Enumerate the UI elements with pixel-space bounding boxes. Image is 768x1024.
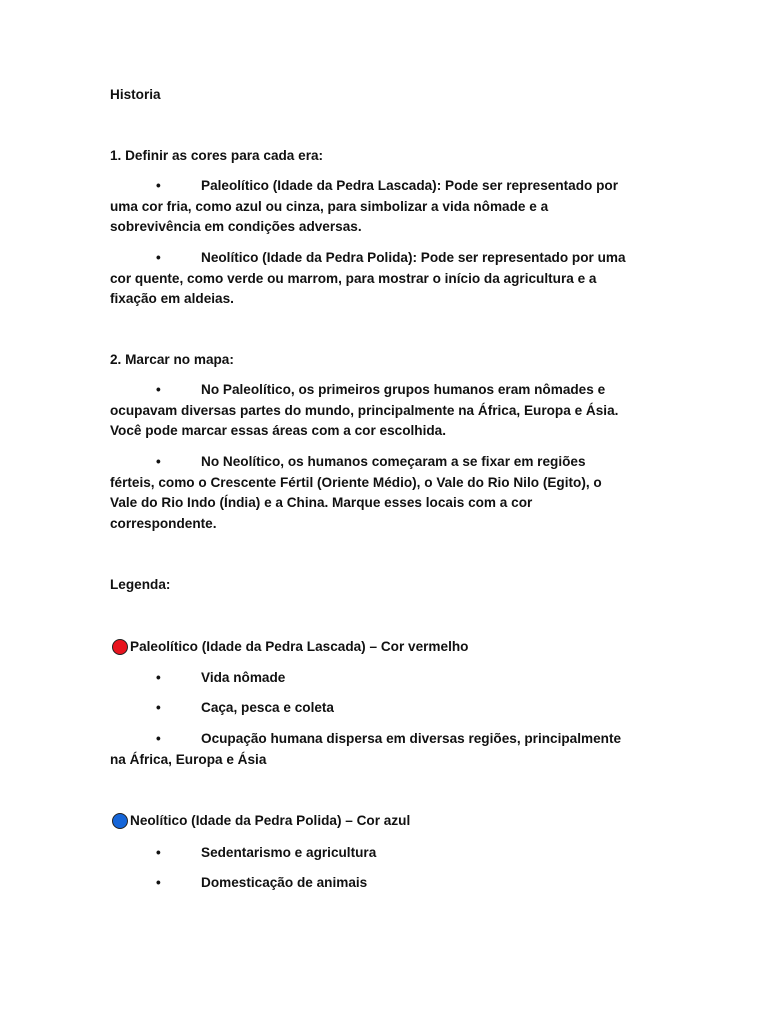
section-2-bullet-2 xyxy=(110,452,660,534)
bullet-text: No Paleolítico, os primeiros grupos humanos eram nômades e xyxy=(201,382,606,397)
section-1-heading: 1. Definir as cores para cada era: xyxy=(110,148,324,163)
bullet-text: Domesticação de animais xyxy=(201,875,368,890)
legend-paleolitico-bullet-3 xyxy=(110,729,660,770)
bullet-text: férteis, como o Crescente Fértil (Oriente Médio), o Vale do Rio Nilo (Egito), o xyxy=(110,474,602,490)
bullet-text: correspondente. xyxy=(110,515,217,531)
bullet-text: Paleolítico (Idade da Pedra Lascada): Pode ser representado por xyxy=(201,178,619,193)
bullet-dot-icon: • xyxy=(156,454,161,469)
legend-paleolitico-label: Paleolítico (Idade da Pedra Lascada) – Cor vermelho xyxy=(130,639,469,654)
legend-paleolitico-bullet-2 xyxy=(110,698,660,719)
bullet-dot-icon: • xyxy=(156,875,161,890)
legend-neolitico-bullet-1 xyxy=(110,843,660,864)
bullet-dot-icon: • xyxy=(156,731,161,746)
bullet-text: uma cor fria, como azul ou cinza, para simbolizar a vida nômade e a xyxy=(110,198,549,214)
bullet-dot-icon: • xyxy=(156,178,161,193)
bullet-text: Sedentarismo e agricultura xyxy=(201,845,377,860)
bullet-text: Neolítico (Idade da Pedra Polida): Pode ser representado por uma xyxy=(201,250,626,265)
section-1-bullet-1 xyxy=(110,176,660,238)
bullet-text: ocupavam diversas partes do mundo, principalmente na África, Europa e Ásia. xyxy=(110,402,619,418)
legend-heading: Legenda: xyxy=(110,577,171,592)
blue-circle-icon xyxy=(112,813,128,829)
bullet-text: Vale do Rio Indo (Índia) e a China. Marque esses locais com a cor xyxy=(110,495,533,510)
bullet-dot-icon: • xyxy=(156,845,161,860)
bullet-text: fixação em aldeias. xyxy=(110,291,234,306)
bullet-dot-icon: • xyxy=(156,250,161,265)
bullet-text: No Neolítico, os humanos começaram a se fixar em regiões xyxy=(201,454,586,469)
bullet-text: Vida nômade xyxy=(201,670,286,685)
bullet-text: Você pode marcar essas áreas com a cor escolhida. xyxy=(110,423,446,438)
legend-paleolitico-row xyxy=(110,637,468,658)
bullet-text: na África, Europa e Ásia xyxy=(110,751,267,767)
red-circle-icon xyxy=(112,639,128,655)
section-1-bullet-2 xyxy=(110,248,660,310)
bullet-dot-icon: • xyxy=(156,670,161,685)
section-2-bullet-1 xyxy=(110,380,660,442)
section-2-heading: 2. Marcar no mapa: xyxy=(110,352,234,367)
bullet-text: Ocupação humana dispersa em diversas regiões, principalmente xyxy=(201,731,622,746)
legend-neolitico-bullet-2 xyxy=(110,873,660,894)
bullet-dot-icon: • xyxy=(156,382,161,397)
legend-neolitico-row xyxy=(110,811,410,832)
document-title: Historia xyxy=(110,87,161,102)
bullet-text: cor quente, como verde ou marrom, para mostrar o início da agricultura e a xyxy=(110,270,597,286)
bullet-text: sobrevivência em condições adversas. xyxy=(110,219,362,234)
legend-neolitico-label: Neolítico (Idade da Pedra Polida) – Cor azul xyxy=(130,813,411,828)
legend-paleolitico-bullet-1 xyxy=(110,668,660,689)
bullet-text: Caça, pesca e coleta xyxy=(201,700,334,715)
bullet-dot-icon: • xyxy=(156,700,161,715)
